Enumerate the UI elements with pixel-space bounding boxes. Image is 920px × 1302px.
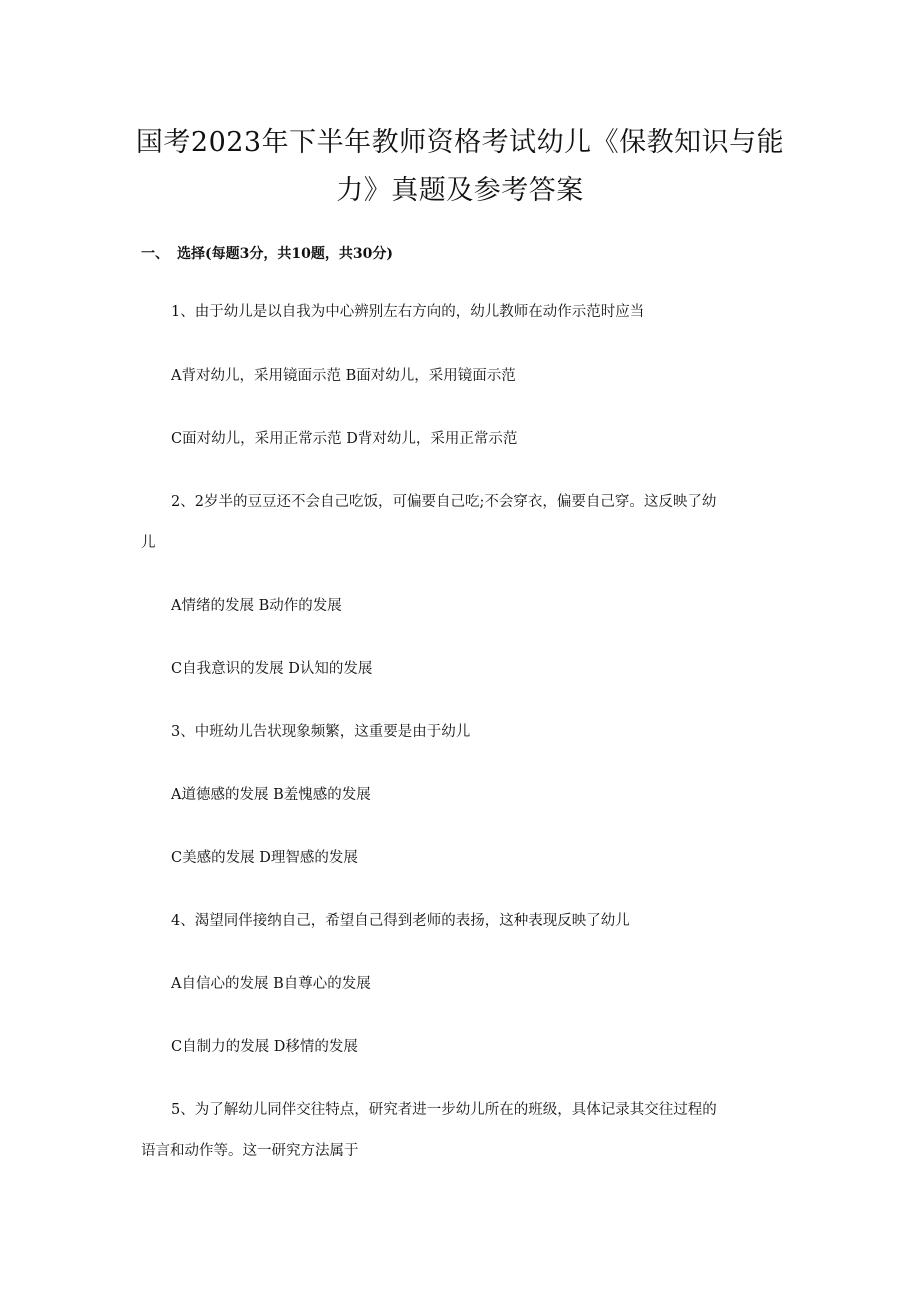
question-1-stem: 1、由于幼儿是以自我为中心辨别左右方向的，幼儿教师在动作示范时应当 <box>171 304 645 320</box>
document-title-line-1: 国考2023年下半年教师资格考试幼儿《保教知识与能 <box>135 127 785 158</box>
question-1-options-cd: C面对幼儿，采用正常示范 D背对幼儿，采用正常示范 <box>171 431 518 447</box>
question-5-stem: 5、为了解幼儿同伴交往特点，研究者进一步幼儿所在的班级，具体记录其交往过程的 <box>171 1102 717 1118</box>
question-4-stem: 4、渴望同伴接纳自己，希望自己得到老师的表扬，这种表现反映了幼儿 <box>171 913 630 929</box>
question-4-options-cd: C自制力的发展 D移情的发展 <box>171 1039 358 1055</box>
question-5-stem-continued: 语言和动作等。这一研究方法属于 <box>141 1143 359 1159</box>
section-number: 一、 <box>141 246 169 262</box>
section-heading <box>141 243 393 263</box>
question-2-options-cd: C自我意识的发展 D认知的发展 <box>171 661 373 677</box>
question-1-options-ab: A背对幼儿，采用镜面示范 B面对幼儿，采用镜面示范 <box>171 368 516 384</box>
question-3-options-ab: A道德感的发展 B羞愧感的发展 <box>171 787 371 803</box>
question-4-options-ab: A自信心的发展 B自尊心的发展 <box>171 976 371 992</box>
section-heading-text: 选择(每题3分，共10题，共30分) <box>177 246 393 262</box>
document-title-line-2: 力》真题及参考答案 <box>336 175 584 206</box>
question-2-stem: 2、2岁半的豆豆还不会自己吃饭，可偏要自己吃;不会穿衣，偏要自己穿。这反映了幼 <box>171 494 717 510</box>
question-3-options-cd: C美感的发展 D理智感的发展 <box>171 850 358 866</box>
question-3-stem: 3、中班幼儿告状现象频繁，这重要是由于幼儿 <box>171 724 471 740</box>
question-2-stem-continued: 儿 <box>141 535 156 551</box>
question-2-options-ab: A情绪的发展 B动作的发展 <box>171 598 342 614</box>
